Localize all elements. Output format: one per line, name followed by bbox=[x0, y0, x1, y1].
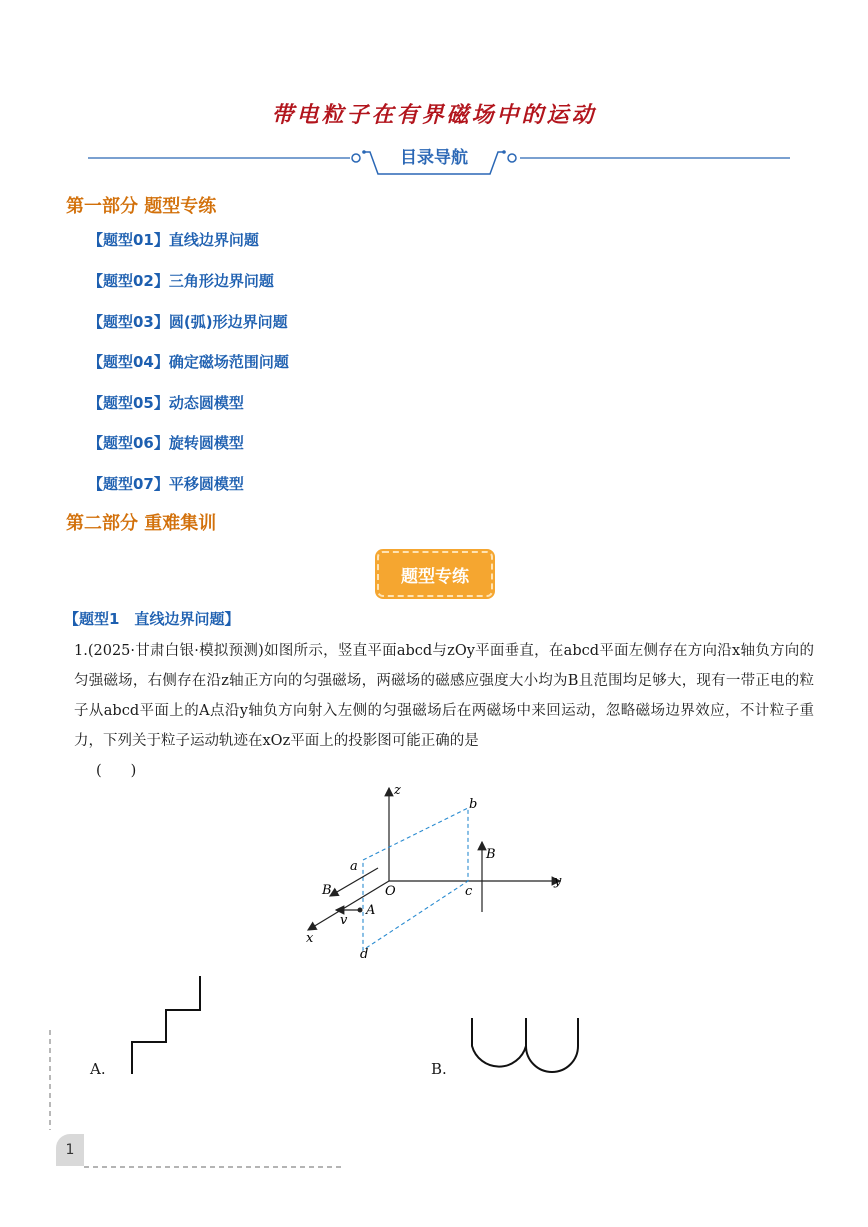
label-B-right: B bbox=[486, 847, 496, 862]
label-x: x bbox=[306, 931, 314, 946]
toc-item-6[interactable]: 【题型06】旋转圆模型 bbox=[88, 434, 244, 452]
point-A bbox=[358, 908, 363, 913]
section-badge: 题型专练 bbox=[377, 551, 493, 597]
label-z: z bbox=[394, 783, 401, 798]
question-number: 1. bbox=[74, 643, 88, 659]
x-axis bbox=[308, 881, 389, 930]
toc-heading: 目录导航 bbox=[400, 148, 468, 168]
section-heading: 【题型1 直线边界问题】 bbox=[64, 610, 240, 628]
magnetic-field-figure bbox=[300, 782, 570, 962]
page-number: 1 bbox=[56, 1134, 84, 1166]
option-b-label: B. bbox=[431, 1060, 447, 1078]
label-a: a bbox=[350, 859, 358, 874]
label-c: c bbox=[465, 884, 473, 899]
page-corner-decoration bbox=[40, 1030, 360, 1170]
question-text: 如图所示，竖直平面abcd与zOy平面垂直，在abcd平面左侧存在方向沿x轴负方向的匀强磁场，右侧存在沿z轴正方向的匀强磁场，两磁场的磁感应强度大小均为B且范围均足够大，现有一带正电的粒子从abcd平面上的A点沿y轴负方向射入左侧的匀强磁场后在两磁场中来回运动，忽略磁场边界效应，不计粒子重力，下列关于粒子运动轨迹在xOz平面上的投影图可能正确的是 bbox=[74, 643, 814, 749]
label-b: b bbox=[469, 797, 478, 812]
toc-item-4[interactable]: 【题型04】确定磁场范围问题 bbox=[88, 353, 289, 371]
toc-item-5[interactable]: 【题型05】动态圆模型 bbox=[88, 394, 244, 412]
document-title: 带电粒子在有界磁场中的运动 bbox=[271, 102, 597, 128]
label-O: O bbox=[385, 884, 396, 899]
label-B-left: B bbox=[322, 883, 332, 898]
option-b-semicircles bbox=[466, 1014, 584, 1080]
abcd-plane bbox=[363, 808, 468, 950]
toc-item-7[interactable]: 【题型07】平移圆模型 bbox=[88, 475, 244, 493]
label-v: v bbox=[340, 913, 348, 928]
option-a-label: A. bbox=[90, 1060, 106, 1078]
label-A: A bbox=[366, 903, 376, 918]
question-source: (2025·甘肃白银·模拟预测) bbox=[87, 643, 264, 659]
question-1 bbox=[74, 636, 814, 786]
label-d: d bbox=[360, 947, 369, 962]
toc-item-2[interactable]: 【题型02】三角形边界问题 bbox=[88, 272, 274, 290]
toc-item-3[interactable]: 【题型03】圆(弧)形边界问题 bbox=[88, 313, 288, 331]
part-one-heading: 第一部分 题型专练 bbox=[66, 196, 217, 217]
label-y: y bbox=[554, 874, 562, 889]
part-two-heading: 第二部分 重难集训 bbox=[66, 513, 217, 534]
toc-item-1[interactable]: 【题型01】直线边界问题 bbox=[88, 231, 259, 249]
answer-paren: ( ) bbox=[96, 763, 137, 779]
